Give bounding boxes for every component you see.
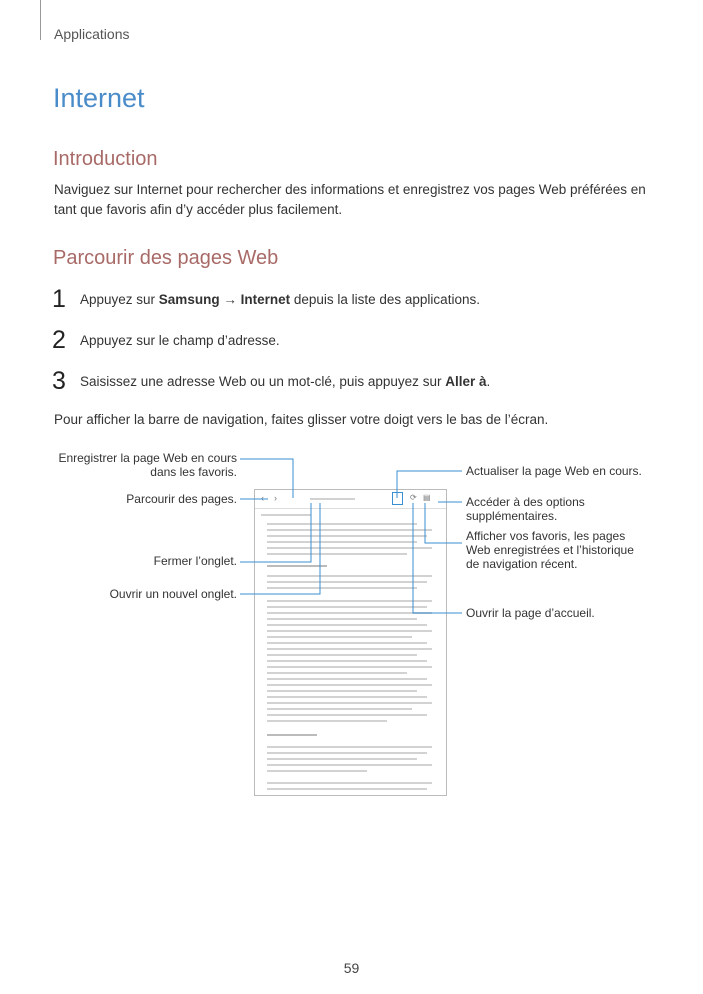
callout-more-options: Accéder à des options supplémentaires. [466, 495, 585, 523]
callout-refresh: Actualiser la page Web en cours. [466, 464, 642, 478]
intro-text: Naviguez sur Internet pour rechercher des informations et enregistrez vos pages Web préférées en tant que favoris afin d’y accéder plus facilement. [54, 182, 646, 217]
page-title: Internet [53, 83, 145, 113]
step-number: 1 [52, 285, 66, 313]
back-icon[interactable]: ‹ [261, 493, 264, 503]
browse-heading: Parcourir des pages Web [53, 247, 279, 269]
callout-new-tab: Ouvrir un nouvel onglet. [109, 587, 237, 601]
callout-browse-pages: Parcourir des pages. [126, 492, 237, 506]
refresh-icon[interactable]: ⟳ [410, 493, 417, 502]
step-text: Appuyez sur Samsung → Internet depuis la liste des applications. [80, 292, 480, 307]
step-number: 3 [52, 367, 66, 395]
step-number: 2 [52, 326, 66, 354]
navigation-note: Pour afficher la barre de navigation, faites glisser votre doigt vers le bas de l’écran. [54, 412, 549, 427]
step-text: Appuyez sur le champ d’adresse. [80, 333, 280, 348]
forward-icon[interactable]: › [274, 493, 277, 503]
callout-favorites: Afficher vos favoris, les pages Web enregistrées et l’historique de navigation récent. [466, 529, 634, 571]
favorites-icon[interactable]: ▤ [423, 493, 431, 502]
intro-heading: Introduction [53, 148, 158, 170]
callout-bookmark: Enregistrer la page Web en cours dans les favoris. [58, 451, 237, 479]
callout-close-tab: Fermer l’onglet. [153, 554, 237, 568]
page-number: 59 [343, 960, 360, 976]
callout-home: Ouvrir la page d’accueil. [466, 606, 595, 620]
section-header: Applications [54, 26, 130, 42]
step-text: Saisissez une adresse Web ou un mot-clé, puis appuyez sur Aller à. [80, 374, 491, 389]
